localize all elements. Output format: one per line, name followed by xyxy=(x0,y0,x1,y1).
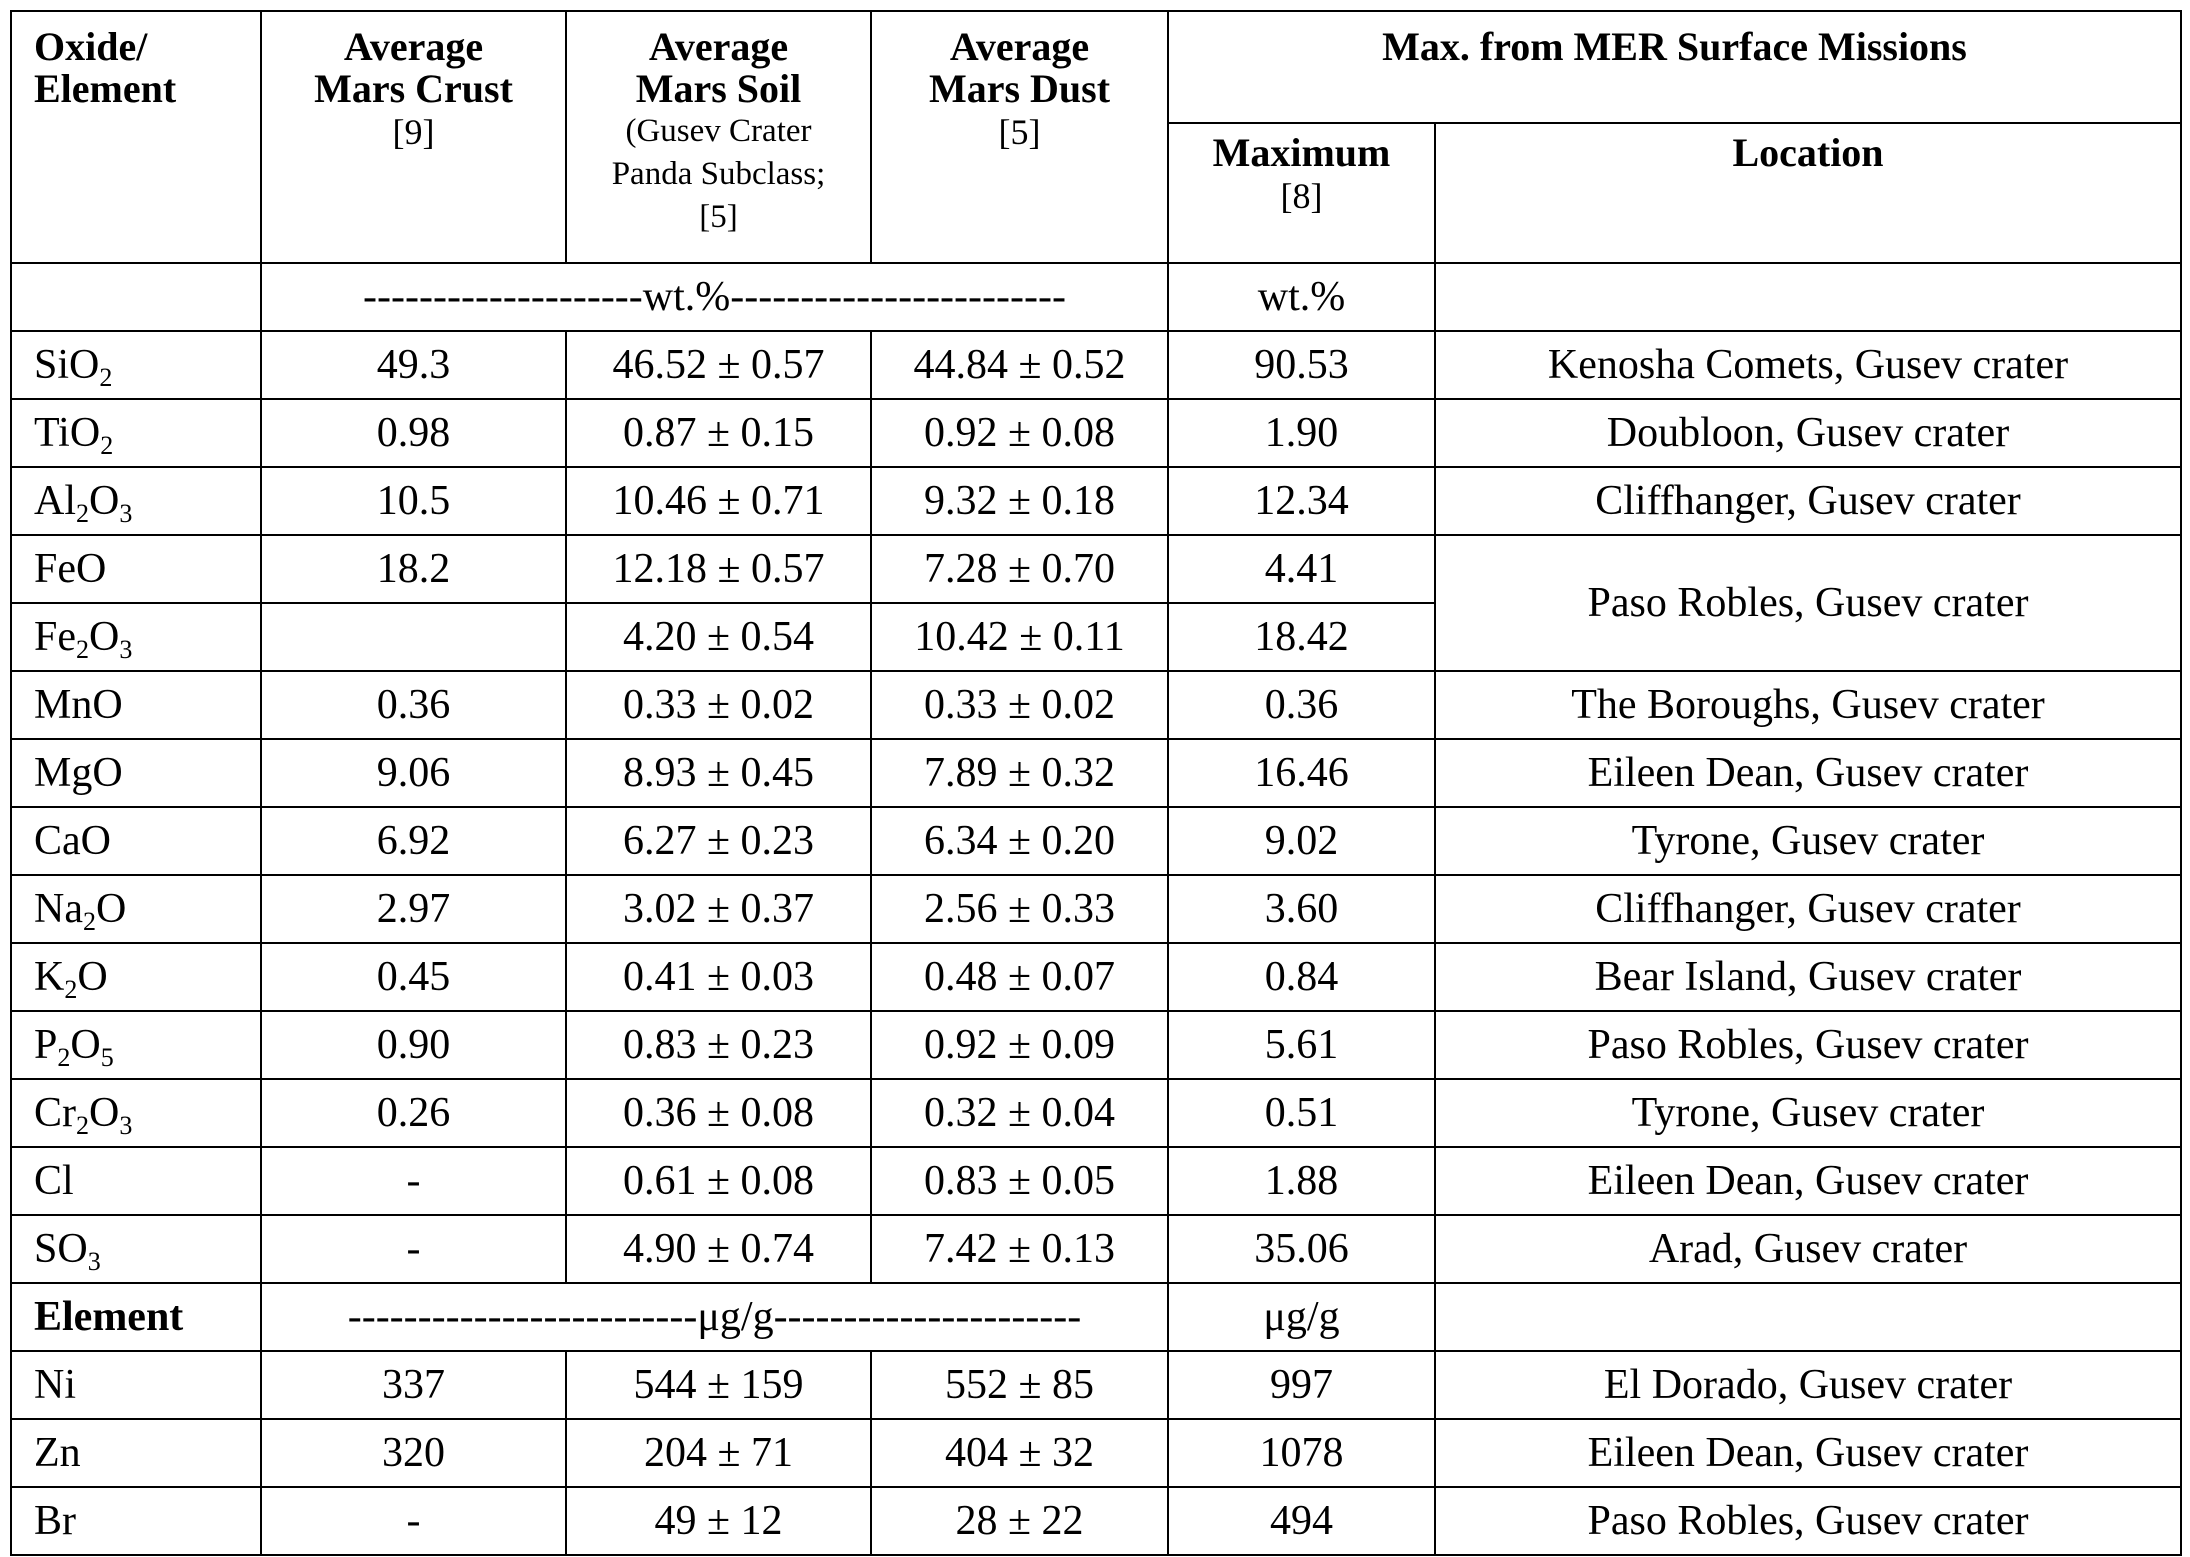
oxide-base: Na xyxy=(34,885,83,932)
oxide-name xyxy=(11,331,261,399)
header-crust-ref: [9] xyxy=(392,112,435,152)
avg-crust-cell: - xyxy=(261,1215,566,1283)
oxide-tail: O xyxy=(89,613,120,660)
avg-dust-cell: 0.48 ± 0.07 xyxy=(871,943,1168,1011)
table-row xyxy=(11,1079,2181,1147)
avg-crust-cell: 18.2 xyxy=(261,535,566,603)
header-soil-line1: Average xyxy=(648,24,789,69)
avg-soil-cell: 49 ± 12 xyxy=(566,1487,871,1555)
header-dust-ref: [5] xyxy=(998,112,1041,152)
oxide-name xyxy=(11,603,261,671)
oxide-base: Cr xyxy=(34,1089,76,1136)
location-cell: El Dorado, Gusev crater xyxy=(1435,1351,2181,1419)
oxide-tail-subscript: 3 xyxy=(119,498,133,528)
location-cell: Cliffhanger, Gusev crater xyxy=(1435,467,2181,535)
avg-dust-cell: 0.33 ± 0.02 xyxy=(871,671,1168,739)
location-cell: Tyrone, Gusev crater xyxy=(1435,1079,2181,1147)
oxide-base: SiO xyxy=(34,341,100,388)
max-cell: 5.61 xyxy=(1168,1011,1435,1079)
oxide-tail: O xyxy=(70,1021,101,1068)
oxide-name xyxy=(11,943,261,1011)
location-cell: Tyrone, Gusev crater xyxy=(1435,807,2181,875)
units-blank-location xyxy=(1435,263,2181,331)
header-avg-crust xyxy=(261,11,566,263)
units-oxide-max: wt.% xyxy=(1168,263,1435,331)
max-cell: 0.84 xyxy=(1168,943,1435,1011)
header-dust-line1: Average xyxy=(949,24,1090,69)
oxide-subscript: 2 xyxy=(100,430,114,460)
avg-dust-cell: 0.92 ± 0.08 xyxy=(871,399,1168,467)
oxide-base: Cl xyxy=(34,1157,74,1204)
oxide-base: TiO xyxy=(34,409,101,456)
avg-soil-cell: 0.33 ± 0.02 xyxy=(566,671,871,739)
oxide-base: K xyxy=(34,953,65,1000)
header-soil-note2: Panda Subclass; xyxy=(611,155,826,192)
oxide-name xyxy=(11,1011,261,1079)
max-cell: 12.34 xyxy=(1168,467,1435,535)
avg-dust-cell: 2.56 ± 0.33 xyxy=(871,875,1168,943)
units-element-span: -------------------------μg/g---------------------- xyxy=(261,1283,1168,1351)
header-row-1 xyxy=(11,11,2181,123)
avg-dust-cell: 10.42 ± 0.11 xyxy=(871,603,1168,671)
oxide-subscript: 2 xyxy=(76,498,90,528)
header-mer-title: Max. from MER Surface Missions xyxy=(1382,24,1967,69)
oxide-tail: O xyxy=(77,953,108,1000)
table-row xyxy=(11,739,2181,807)
avg-soil-cell: 544 ± 159 xyxy=(566,1351,871,1419)
header-soil-ref: [5] xyxy=(699,198,738,235)
oxide-base: Al xyxy=(34,477,76,524)
oxide-tail: O xyxy=(96,885,127,932)
avg-crust-cell: 2.97 xyxy=(261,875,566,943)
avg-dust-cell: 0.83 ± 0.05 xyxy=(871,1147,1168,1215)
avg-crust-cell xyxy=(261,603,566,671)
location-cell: Paso Robles, Gusev crater xyxy=(1435,1011,2181,1079)
oxide-name xyxy=(11,671,261,739)
location-cell: The Boroughs, Gusev crater xyxy=(1435,671,2181,739)
table-row xyxy=(11,875,2181,943)
header-avg-soil xyxy=(566,11,871,263)
location-cell: Kenosha Comets, Gusev crater xyxy=(1435,331,2181,399)
oxide-name xyxy=(11,875,261,943)
units-blank-cell xyxy=(11,263,261,331)
location-cell: Paso Robles, Gusev crater xyxy=(1435,1487,2181,1555)
avg-soil-cell: 0.41 ± 0.03 xyxy=(566,943,871,1011)
units-row-oxide xyxy=(11,263,2181,331)
oxide-base: MnO xyxy=(34,681,123,728)
avg-crust-cell: 9.06 xyxy=(261,739,566,807)
avg-soil-cell: 6.27 ± 0.23 xyxy=(566,807,871,875)
avg-soil-cell: 4.20 ± 0.54 xyxy=(566,603,871,671)
header-crust-line2: Mars Crust xyxy=(314,66,513,111)
element-name: Br xyxy=(11,1487,261,1555)
avg-crust-cell: - xyxy=(261,1147,566,1215)
table-row xyxy=(11,943,2181,1011)
table-row xyxy=(11,1419,2181,1487)
header-oxide-line2: Element xyxy=(34,66,177,111)
header-crust-line1: Average xyxy=(343,24,484,69)
avg-dust-cell: 0.92 ± 0.09 xyxy=(871,1011,1168,1079)
avg-soil-cell: 0.87 ± 0.15 xyxy=(566,399,871,467)
oxide-name xyxy=(11,1147,261,1215)
oxide-subscript: 2 xyxy=(99,362,113,392)
oxide-subscript: 2 xyxy=(76,634,90,664)
max-cell: 9.02 xyxy=(1168,807,1435,875)
avg-soil-cell: 204 ± 71 xyxy=(566,1419,871,1487)
header-mer-missions xyxy=(1168,11,2181,123)
element-name: Ni xyxy=(11,1351,261,1419)
composition-table xyxy=(10,10,2182,1556)
avg-crust-cell: 0.90 xyxy=(261,1011,566,1079)
avg-dust-cell: 28 ± 22 xyxy=(871,1487,1168,1555)
max-cell: 1.90 xyxy=(1168,399,1435,467)
oxide-name xyxy=(11,1079,261,1147)
units-row-element xyxy=(11,1283,2181,1351)
max-cell: 1.88 xyxy=(1168,1147,1435,1215)
oxide-base: Fe xyxy=(34,613,76,660)
avg-crust-cell: 0.98 xyxy=(261,399,566,467)
table-row xyxy=(11,1487,2181,1555)
location-cell: Paso Robles, Gusev crater xyxy=(1435,535,2181,671)
max-cell: 1078 xyxy=(1168,1419,1435,1487)
units-element-max: μg/g xyxy=(1168,1283,1435,1351)
table-row xyxy=(11,331,2181,399)
oxide-name xyxy=(11,467,261,535)
header-oxide-line1: Oxide/ xyxy=(34,24,148,69)
oxide-name xyxy=(11,399,261,467)
avg-soil-cell: 12.18 ± 0.57 xyxy=(566,535,871,603)
oxide-subscript: 2 xyxy=(76,1110,90,1140)
avg-crust-cell: - xyxy=(261,1487,566,1555)
element-section-label xyxy=(11,1283,261,1351)
avg-soil-cell: 4.90 ± 0.74 xyxy=(566,1215,871,1283)
max-cell: 90.53 xyxy=(1168,331,1435,399)
oxide-tail-subscript: 5 xyxy=(100,1042,114,1072)
max-cell: 0.36 xyxy=(1168,671,1435,739)
oxide-name xyxy=(11,535,261,603)
avg-crust-cell: 49.3 xyxy=(261,331,566,399)
location-cell: Eileen Dean, Gusev crater xyxy=(1435,739,2181,807)
header-dust-line2: Mars Dust xyxy=(928,66,1111,111)
avg-dust-cell: 0.32 ± 0.04 xyxy=(871,1079,1168,1147)
max-cell: 0.51 xyxy=(1168,1079,1435,1147)
avg-dust-cell: 7.42 ± 0.13 xyxy=(871,1215,1168,1283)
avg-dust-cell: 9.32 ± 0.18 xyxy=(871,467,1168,535)
element-name: Zn xyxy=(11,1419,261,1487)
avg-soil-cell: 0.36 ± 0.08 xyxy=(566,1079,871,1147)
avg-soil-cell: 46.52 ± 0.57 xyxy=(566,331,871,399)
table-row xyxy=(11,1351,2181,1419)
max-cell: 4.41 xyxy=(1168,535,1435,603)
location-cell: Eileen Dean, Gusev crater xyxy=(1435,1419,2181,1487)
location-cell: Cliffhanger, Gusev crater xyxy=(1435,875,2181,943)
avg-soil-cell: 0.83 ± 0.23 xyxy=(566,1011,871,1079)
header-oxide-element xyxy=(11,11,261,263)
avg-soil-cell: 3.02 ± 0.37 xyxy=(566,875,871,943)
table-row xyxy=(11,1011,2181,1079)
table-row xyxy=(11,1215,2181,1283)
header-location xyxy=(1435,123,2181,263)
oxide-base: MgO xyxy=(34,749,123,796)
oxide-name xyxy=(11,807,261,875)
avg-dust-cell: 7.89 ± 0.32 xyxy=(871,739,1168,807)
max-cell: 18.42 xyxy=(1168,603,1435,671)
table-row xyxy=(11,807,2181,875)
element-label-text: Element xyxy=(34,1293,184,1340)
oxide-base: SO xyxy=(34,1225,88,1272)
location-cell: Doubloon, Gusev crater xyxy=(1435,399,2181,467)
max-cell: 16.46 xyxy=(1168,739,1435,807)
oxide-tail-subscript: 3 xyxy=(119,634,133,664)
max-cell: 35.06 xyxy=(1168,1215,1435,1283)
avg-dust-cell: 44.84 ± 0.52 xyxy=(871,331,1168,399)
avg-crust-cell: 320 xyxy=(261,1419,566,1487)
avg-crust-cell: 337 xyxy=(261,1351,566,1419)
units-element-blank xyxy=(1435,1283,2181,1351)
oxide-tail: O xyxy=(89,1089,120,1136)
avg-crust-cell: 10.5 xyxy=(261,467,566,535)
max-cell: 494 xyxy=(1168,1487,1435,1555)
max-cell: 3.60 xyxy=(1168,875,1435,943)
avg-soil-cell: 10.46 ± 0.71 xyxy=(566,467,871,535)
table-row xyxy=(11,671,2181,739)
location-cell: Eileen Dean, Gusev crater xyxy=(1435,1147,2181,1215)
table-row xyxy=(11,1147,2181,1215)
header-maximum xyxy=(1168,123,1435,263)
avg-dust-cell: 552 ± 85 xyxy=(871,1351,1168,1419)
units-oxide-span: --------------------wt.%------------------------ xyxy=(261,263,1168,331)
oxide-subscript: 3 xyxy=(87,1246,101,1276)
location-cell: Bear Island, Gusev crater xyxy=(1435,943,2181,1011)
oxide-subscript: 2 xyxy=(57,1042,71,1072)
oxide-base: FeO xyxy=(34,545,107,592)
max-cell: 997 xyxy=(1168,1351,1435,1419)
table-row xyxy=(11,535,2181,603)
avg-soil-cell: 8.93 ± 0.45 xyxy=(566,739,871,807)
oxide-name xyxy=(11,739,261,807)
location-cell: Arad, Gusev crater xyxy=(1435,1215,2181,1283)
header-soil-line2: Mars Soil xyxy=(635,66,802,111)
oxide-base: P xyxy=(34,1021,58,1068)
oxide-tail-subscript: 3 xyxy=(119,1110,133,1140)
header-max-label: Maximum xyxy=(1212,130,1391,175)
table-row xyxy=(11,399,2181,467)
header-soil-note1: (Gusev Crater xyxy=(625,113,812,149)
oxide-name xyxy=(11,1215,261,1283)
avg-dust-cell: 6.34 ± 0.20 xyxy=(871,807,1168,875)
header-max-ref: [8] xyxy=(1280,176,1323,216)
oxide-subscript: 2 xyxy=(64,974,78,1004)
header-avg-dust xyxy=(871,11,1168,263)
oxide-tail: O xyxy=(89,477,120,524)
avg-crust-cell: 0.36 xyxy=(261,671,566,739)
table-row xyxy=(11,467,2181,535)
avg-crust-cell: 0.45 xyxy=(261,943,566,1011)
avg-soil-cell: 0.61 ± 0.08 xyxy=(566,1147,871,1215)
avg-dust-cell: 404 ± 32 xyxy=(871,1419,1168,1487)
avg-crust-cell: 6.92 xyxy=(261,807,566,875)
oxide-subscript: 2 xyxy=(82,906,96,936)
oxide-base: CaO xyxy=(34,817,111,864)
header-location-label: Location xyxy=(1732,130,1884,175)
avg-dust-cell: 7.28 ± 0.70 xyxy=(871,535,1168,603)
avg-crust-cell: 0.26 xyxy=(261,1079,566,1147)
